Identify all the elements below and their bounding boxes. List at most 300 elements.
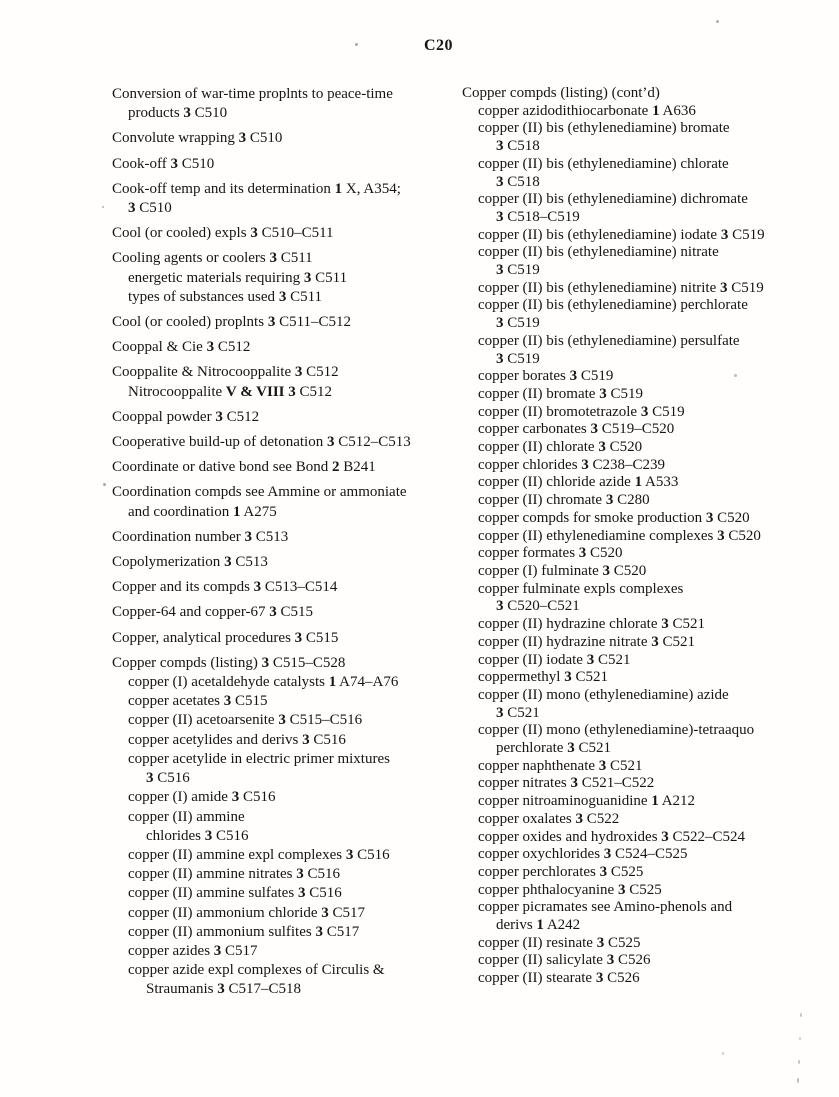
index-line: [462, 687, 822, 705]
scan-speck: [355, 43, 358, 46]
index-line: [112, 603, 472, 622]
index-entry: [112, 553, 472, 572]
index-entry: [112, 528, 472, 547]
volume-number: 3: [297, 885, 306, 902]
entry-text: C519: [648, 403, 685, 420]
entry-text: C511: [286, 288, 323, 305]
entry-text: copper (II) chlorate: [478, 439, 599, 456]
index-line: [112, 199, 472, 218]
entry-text: copper azides: [128, 942, 214, 959]
entry-text: copper (II) hydrazine chlorate: [478, 616, 662, 633]
entry-text: Copper, analytical procedures: [112, 629, 295, 646]
index-line: [112, 923, 472, 942]
volume-number: 1: [651, 793, 659, 810]
entry-text: C515: [302, 629, 339, 646]
entry-text: C519: [503, 315, 540, 332]
volume-number: 3: [570, 775, 578, 792]
entry-text: copper (II) acetoarsenite: [128, 712, 279, 729]
index-line: [112, 980, 472, 999]
entry-text: C516: [153, 770, 190, 787]
entry-text: copper (II) chloride azide: [478, 474, 635, 491]
entry-text: copper acetates: [128, 693, 224, 710]
entry-text: C521–C522: [577, 775, 655, 792]
entry-text: C519–C520: [597, 421, 675, 438]
entry-text: Nitrocooppalite: [128, 383, 226, 400]
volume-number: 3: [238, 130, 247, 147]
index-column-right: [462, 85, 822, 988]
entry-text: C516: [305, 885, 342, 902]
volume-number: 3: [617, 881, 626, 898]
volume-number: 3: [496, 262, 504, 279]
entry-text: C516: [353, 846, 390, 863]
scan-speck: [716, 20, 719, 23]
entry-text: C512: [222, 408, 260, 425]
volume-number: 3: [303, 269, 312, 286]
entry-text: copper (II) ammine nitrates: [128, 866, 297, 883]
scan-speck: [798, 1060, 800, 1064]
index-line: [462, 669, 822, 687]
entry-text: C522: [582, 810, 620, 827]
index-line: [462, 138, 822, 156]
entry-text: Straumanis: [146, 981, 218, 998]
index-line: [112, 458, 472, 477]
entry-text: C512: [214, 339, 251, 356]
index-line: [112, 711, 472, 730]
entry-text: copper (II) bromotetrazole: [478, 403, 641, 420]
volume-number: 3: [586, 651, 595, 668]
entry-text: Coordination number: [112, 528, 245, 545]
entry-text: copper oxychlorides: [478, 846, 604, 863]
entry-text: copper oxalates: [478, 810, 576, 827]
entry-text: copper carbonates: [478, 421, 591, 438]
volume-number: 3: [581, 456, 589, 473]
entry-text: copper (II) ammine expl complexes: [128, 846, 346, 863]
entry-text: C521: [606, 757, 643, 774]
entry-text: C513: [251, 528, 289, 545]
volume-number: 3: [146, 770, 154, 787]
entry-text: C510: [135, 200, 172, 217]
entry-text: C280: [613, 492, 650, 509]
index-line: [112, 383, 472, 402]
volume-number: 3: [661, 616, 669, 633]
entry-text: Copper and its compds: [112, 579, 254, 596]
index-line: [462, 280, 822, 298]
entry-text: Cooling agents or coolers: [112, 250, 270, 267]
volume-number: 3: [595, 970, 604, 987]
index-line: [112, 827, 472, 846]
index-entry: [112, 313, 472, 332]
volume-number: 3: [315, 923, 323, 940]
index-line: [462, 917, 822, 935]
volume-number: 2: [331, 459, 340, 476]
index-line: [112, 155, 472, 174]
entry-text: coppermethyl: [478, 669, 565, 686]
entry-text: derivs: [496, 917, 537, 934]
index-entry: [112, 578, 472, 597]
index-line: [112, 673, 472, 692]
entry-text: C518: [503, 173, 540, 190]
index-line: [112, 846, 472, 865]
entry-text: C510–C511: [257, 225, 334, 242]
index-line: [462, 492, 822, 510]
volume-number: 3: [496, 208, 504, 225]
volume-number: 3: [605, 492, 614, 509]
index-line: [112, 313, 472, 332]
index-line: [462, 528, 822, 546]
index-entry: [112, 654, 472, 1000]
volume-number: 3: [720, 279, 728, 296]
index-line: [462, 351, 822, 369]
entry-text: chlorides: [146, 827, 205, 844]
volume-number: 3: [326, 434, 335, 451]
entry-text: B241: [339, 459, 376, 476]
index-line: [112, 629, 472, 648]
entry-text: copper (II) ammonium sulfites: [128, 923, 316, 940]
entry-text: C513: [231, 554, 268, 571]
entry-text: C516: [303, 866, 341, 883]
entry-text: A275: [240, 503, 277, 520]
entry-text: copper compds for smoke production: [478, 509, 706, 526]
index-line: [112, 483, 472, 502]
entry-text: copper picramates see Amino-phenols and: [478, 899, 733, 916]
volume-number: 1: [652, 102, 660, 119]
index-line: [462, 244, 822, 262]
volume-number: 3: [569, 368, 578, 385]
index-line: [462, 952, 822, 970]
entry-text: C510: [190, 105, 228, 122]
index-entry: [112, 363, 472, 401]
volume-number: 3: [596, 934, 605, 951]
scan-speck: [734, 374, 737, 377]
index-entry: [112, 603, 472, 622]
volume-number: 3: [496, 138, 504, 155]
volume-number: 1: [232, 503, 241, 520]
index-line: [112, 553, 472, 572]
entry-text: copper nitrates: [478, 775, 571, 792]
volume-number: 3: [215, 408, 223, 425]
index-line: [462, 935, 822, 953]
index-line: [462, 775, 822, 793]
entry-text: copper (II) bis (ethylenediamine) nitrite: [478, 279, 720, 296]
index-entry: [112, 408, 472, 427]
index-line: [462, 563, 822, 581]
entry-text: C515–C516: [285, 712, 363, 729]
entry-text: C238–C239: [588, 456, 666, 473]
index-line: [112, 269, 472, 288]
index-entry: [112, 224, 472, 243]
volume-number: 3: [253, 579, 262, 596]
index-line: [462, 120, 822, 138]
index-line: [462, 864, 822, 882]
entry-text: C518: [503, 138, 540, 155]
index-line: [112, 85, 472, 104]
index-line: [462, 846, 822, 864]
entry-text: C512–C513: [334, 434, 411, 451]
index-line: [462, 581, 822, 599]
entry-text: Copper-64 and copper-67: [112, 604, 270, 621]
index-line: [112, 528, 472, 547]
entry-text: Cooppal powder: [112, 408, 216, 425]
index-line: [462, 85, 822, 103]
entry-text: Cool (or cooled) proplnts: [112, 314, 268, 331]
entry-text: C525: [625, 881, 662, 898]
volume-number: 3: [269, 604, 277, 621]
volume-number: 3: [567, 740, 575, 757]
index-line: [112, 433, 472, 452]
volume-number: 3: [278, 288, 287, 305]
volume-number: 3: [294, 364, 303, 381]
volume-number: 3: [345, 846, 354, 863]
entry-text: C516: [239, 789, 276, 806]
entry-text: copper (II) ammine: [128, 808, 245, 825]
entry-text: copper (I) acetaldehyde catalysts: [128, 674, 329, 691]
entry-text: copper (II) ethylenediamine complexes: [478, 527, 718, 544]
entry-text: C516: [309, 731, 346, 748]
volume-number: 3: [720, 226, 729, 243]
volume-number: 1: [536, 917, 544, 934]
entry-text: X, A354;: [342, 180, 401, 197]
entry-text: A212: [658, 793, 696, 810]
entry-text: copper azidodithiocarbonate: [478, 102, 653, 119]
entry-text: copper (II) bis (ethylenediamine) persulfate: [478, 332, 740, 349]
volume-number: 1: [334, 180, 343, 197]
entry-text: C520: [724, 527, 761, 544]
index-line: [112, 904, 472, 923]
index-line: [462, 793, 822, 811]
scan-speck: [800, 1013, 802, 1017]
volume-number: 3: [661, 828, 669, 845]
volume-number: 3: [244, 528, 252, 545]
entry-text: C517: [322, 923, 360, 940]
entry-text: C519: [728, 226, 765, 243]
index-line: [112, 808, 472, 827]
volume-number: 3: [223, 693, 232, 710]
index-line: [462, 740, 822, 758]
index-line: [112, 692, 472, 711]
index-line: [462, 545, 822, 563]
volume-number: 3: [640, 403, 649, 420]
index-line: [112, 654, 472, 673]
entry-text: copper acetylide in electric primer mixtures: [128, 750, 390, 767]
index-entry: [112, 180, 472, 218]
index-line: [112, 731, 472, 750]
entry-text: Copper compds (listing) (cont’d): [462, 85, 660, 101]
index-line: [112, 224, 472, 243]
volume-number: 3: [578, 545, 587, 562]
entry-text: Cooppal & Cie: [112, 339, 207, 356]
index-line: [462, 705, 822, 723]
entry-text: copper naphthenate: [478, 757, 599, 774]
entry-text: C519: [503, 262, 540, 279]
volume-number: 3: [496, 704, 504, 721]
entry-text: C521: [574, 740, 611, 757]
volume-number: 3: [651, 633, 659, 650]
index-line: [462, 421, 822, 439]
volume-number: 3: [231, 789, 240, 806]
entry-text: Cooperative build-up of detonation: [112, 434, 327, 451]
entry-text: C511–C512: [275, 314, 352, 331]
index-line: [462, 899, 822, 917]
index-entry: [112, 85, 472, 123]
index-line: [112, 408, 472, 427]
volume-number: 3: [269, 250, 277, 267]
entry-text: copper (I) fulminate: [478, 562, 603, 579]
index-entry: [112, 458, 472, 477]
entry-text: copper (II) bis (ethylenediamine) bromate: [478, 120, 730, 137]
index-line: [462, 227, 822, 245]
index-line: [462, 297, 822, 315]
entry-text: C519: [606, 385, 643, 402]
entry-text: copper (II) salicylate: [478, 952, 607, 969]
entry-text: copper (II) mono (ethylenediamine)-tetraaquo: [478, 722, 755, 739]
volume-number: 3: [250, 225, 258, 242]
entry-text: C521: [571, 669, 608, 686]
entry-text: copper (II) ammine sulfates: [128, 885, 298, 902]
volume-number: 3: [217, 981, 225, 998]
index-line: [112, 503, 472, 522]
volume-number: 3: [598, 439, 606, 456]
entry-text: copper phthalocyanine: [478, 881, 618, 898]
entry-text: Cook-off temp and its determination: [112, 180, 335, 197]
volume-number: 3: [302, 731, 310, 748]
index-line: [112, 788, 472, 807]
index-column-left: [112, 85, 472, 1000]
entry-text: C515–C528: [269, 654, 346, 671]
entry-text: A533: [642, 474, 679, 491]
entry-text: C516: [212, 827, 249, 844]
entry-text: copper borates: [478, 368, 570, 385]
entry-text: products: [128, 105, 184, 122]
index-line: [112, 942, 472, 961]
entry-text: copper (II) bis (ethylenediamine) dichromate: [478, 191, 748, 208]
index-line: [462, 439, 822, 457]
entry-text: copper (I) amide: [128, 789, 232, 806]
entry-text: C520: [610, 562, 647, 579]
entry-text: Coordinate or dative bond see Bond: [112, 459, 332, 476]
entry-text: copper (II) hydrazine nitrate: [478, 633, 652, 650]
index-entry: [112, 249, 472, 307]
volume-number: 3: [602, 562, 611, 579]
volume-number: 3: [705, 509, 714, 526]
index-line: [112, 769, 472, 788]
volume-number: 3: [496, 315, 504, 332]
index-line: [112, 180, 472, 199]
volume-number: 3: [496, 598, 504, 615]
index-line: [462, 474, 822, 492]
index-line: [462, 811, 822, 829]
entry-text: C519: [727, 279, 764, 296]
entry-text: C520: [605, 439, 643, 456]
volume-number: 3: [183, 105, 191, 122]
index-line: [462, 829, 822, 847]
entry-text: C526: [603, 970, 640, 987]
index-line: [462, 758, 822, 776]
volume-number: 3: [278, 712, 286, 729]
volume-number: 1: [328, 674, 337, 691]
scan-speck: [103, 483, 106, 486]
volume-number: 3: [213, 942, 222, 959]
entry-text: Convolute wrapping: [112, 130, 239, 147]
volume-number: 3: [606, 952, 615, 969]
entry-text: copper azide expl complexes of Circulis &: [128, 962, 385, 979]
volume-number: 3: [296, 866, 304, 883]
entry-text: C521: [658, 633, 696, 650]
volume-number: 1: [634, 474, 643, 491]
entry-text: copper (II) bis (ethylenediamine) nitrate: [478, 244, 719, 261]
entry-text: copper (II) iodate: [478, 651, 587, 668]
index-line: [462, 634, 822, 652]
volume-number: 3: [564, 669, 572, 686]
index-entry: [112, 483, 472, 521]
entry-text: copper acetylides and derivs: [128, 731, 303, 748]
index-line: [112, 249, 472, 268]
entry-text: A242: [543, 917, 581, 934]
entry-text: C517: [328, 904, 366, 921]
index-entry: [112, 629, 472, 648]
volume-number: 3: [261, 654, 270, 671]
index-line: [462, 970, 822, 988]
entry-text: copper formates: [478, 545, 579, 562]
entry-text: copper (II) bis (ethylenediamine) perchlorate: [478, 297, 748, 314]
entry-text: C520–C521: [503, 598, 580, 615]
volume-number: 3: [206, 339, 215, 356]
entry-text: C511: [276, 250, 313, 267]
entry-text: copper (II) resinate: [478, 934, 597, 951]
index-line: [112, 750, 472, 769]
index-line: [462, 333, 822, 351]
entry-text: Cooppalite & Nitrocooppalite: [112, 364, 295, 381]
entry-text: C526: [614, 952, 651, 969]
index-line: [112, 338, 472, 357]
volume-number: 3: [204, 827, 213, 844]
entry-text: copper perchlorates: [478, 863, 600, 880]
volume-number: 3: [575, 810, 583, 827]
index-line: [462, 652, 822, 670]
page-number: C20: [424, 37, 454, 54]
volume-number: 3: [599, 385, 607, 402]
index-line: [112, 104, 472, 123]
volume-number: 3: [224, 554, 232, 571]
entry-text: copper oxides and hydroxides: [478, 828, 662, 845]
entry-text: C518–C519: [503, 208, 580, 225]
scan-speck: [799, 1037, 801, 1040]
entry-text: A636: [659, 102, 696, 119]
entry-text: Copolymerization: [112, 554, 225, 571]
entry-text: C525: [604, 934, 641, 951]
index-line: [112, 578, 472, 597]
index-entry: [112, 155, 472, 174]
entry-text: Coordination compds see Ammine or ammoniate: [112, 484, 407, 501]
volume-number: V & VIII 3: [225, 383, 296, 400]
entry-text: C517: [221, 942, 258, 959]
entry-text: types of substances used: [128, 288, 279, 305]
entry-text: C510: [177, 155, 215, 172]
entry-text: C515: [276, 604, 314, 621]
volume-number: 3: [170, 155, 178, 172]
entry-text: C511: [311, 269, 348, 286]
index-entry: [462, 85, 822, 988]
entry-text: C512: [302, 364, 339, 381]
volume-number: 3: [496, 173, 504, 190]
entry-text: copper (II) stearate: [478, 970, 596, 987]
index-line: [462, 103, 822, 121]
index-line: [462, 174, 822, 192]
entry-text: C521: [668, 616, 705, 633]
volume-number: 3: [590, 421, 598, 438]
index-entry: [112, 338, 472, 357]
entry-text: Copper compds (listing): [112, 654, 262, 671]
index-line: [462, 882, 822, 900]
